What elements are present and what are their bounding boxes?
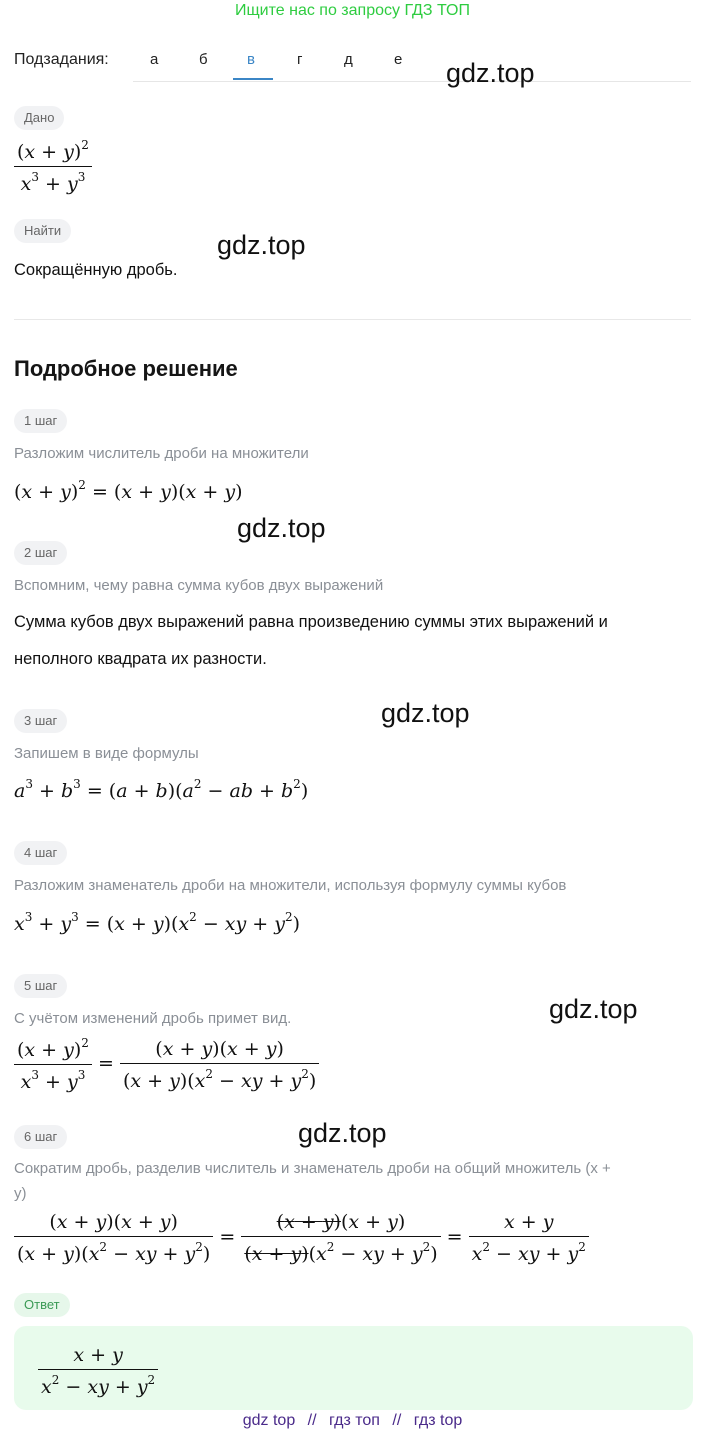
tab-v[interactable]: в	[247, 51, 255, 68]
step-5-caption: С учётом изменений дробь примет вид.	[14, 1010, 292, 1027]
tab-g[interactable]: г	[297, 51, 303, 68]
footer-link[interactable]: gdz top	[242, 1412, 296, 1429]
footer-separator: //	[392, 1412, 402, 1429]
answer-pill: Ответ	[14, 1293, 70, 1317]
watermark: gdz.top	[298, 1118, 387, 1148]
watermark: gdz.top	[217, 230, 306, 260]
step-2-caption: Вспомним, чему равна сумма кубов двух выражений	[14, 577, 384, 594]
footer-link[interactable]: гдз топ	[329, 1412, 380, 1429]
tab-d[interactable]: д	[344, 51, 353, 68]
footer-link[interactable]: гдз top	[413, 1412, 463, 1429]
tab-a[interactable]: а	[150, 51, 159, 68]
step-3-caption: Запишем в виде формулы	[14, 745, 199, 762]
step-3-formula: $a^3 + b^3 = (a + b)(a^2$ − ab + $b^2$)	[14, 777, 309, 802]
footer-links	[0, 1412, 705, 1430]
step-2-text-line-2: неполного квадрата их разности.	[14, 650, 267, 668]
step-6-pill: 6 шаг	[14, 1125, 67, 1149]
step-2-text-line-1: Сумма кубов двух выражений равна произведению суммы этих выражений и	[14, 613, 608, 631]
answer-formula: $\frac{x + y}{x^2 - xy + y^2}$	[38, 1344, 158, 1398]
step-5-formula: $\frac{(x + y)^2}{x^3 + y^3}$ = $\frac{(x + y)(x + y)}{(x + y)(x^2 - xy + y^2)}$	[14, 1036, 319, 1093]
step-4-caption: Разложим знаменатель дроби на множители, используя формулу суммы кубов	[14, 877, 567, 894]
given-expression: $\frac{(x + y)^2}{x^3 + y^3}$	[14, 138, 92, 195]
watermark: gdz.top	[381, 698, 470, 728]
search-banner: Ищите нас по запросу ГДЗ ТОП	[235, 2, 470, 19]
footer-separator: //	[307, 1412, 317, 1429]
step-6-caption-cont: y)	[14, 1185, 27, 1202]
step-1-caption: Разложим числитель дроби на множители	[14, 445, 309, 462]
find-pill: Найти	[14, 219, 71, 243]
subtasks-label: Подзадания:	[14, 51, 109, 68]
step-6-caption: Сократим дробь, разделив числитель и знаменатель дроби на общий множитель (x +	[14, 1160, 611, 1177]
step-6-formula: $\frac{(x + y)(x + y)}{(x + y)(x^2 - xy + y^2)}$ = $\frac{(x + y)(x + y)}{(x + y)(x^2 - xy + y^2)}$ = $\frac{x + y}{x^2 - xy + y^2}$	[14, 1211, 589, 1265]
step-1-formula: $(x + y)^2 = (x + y)(x + y)$	[14, 478, 243, 503]
watermark: gdz.top	[549, 994, 638, 1024]
find-text: Сокращённую дробь.	[14, 261, 178, 279]
tab-b[interactable]: б	[199, 51, 208, 68]
step-2-pill: 2 шаг	[14, 541, 67, 565]
section-divider	[14, 319, 691, 320]
step-4-formula: $x^3 + y^3 = (x + y)(x^2$ − xy + $y^2$)	[14, 910, 301, 935]
watermark: gdz.top	[237, 513, 326, 543]
solution-heading: Подробное решение	[14, 356, 238, 381]
step-4-pill: 4 шаг	[14, 841, 67, 865]
active-tab-underline	[233, 78, 273, 80]
step-1-pill: 1 шаг	[14, 409, 67, 433]
given-pill: Дано	[14, 106, 64, 130]
step-5-pill: 5 шаг	[14, 974, 67, 998]
tab-e[interactable]: е	[394, 51, 403, 68]
subtask-tabs	[133, 43, 691, 82]
step-3-pill: 3 шаг	[14, 709, 67, 733]
watermark: gdz.top	[446, 58, 535, 88]
